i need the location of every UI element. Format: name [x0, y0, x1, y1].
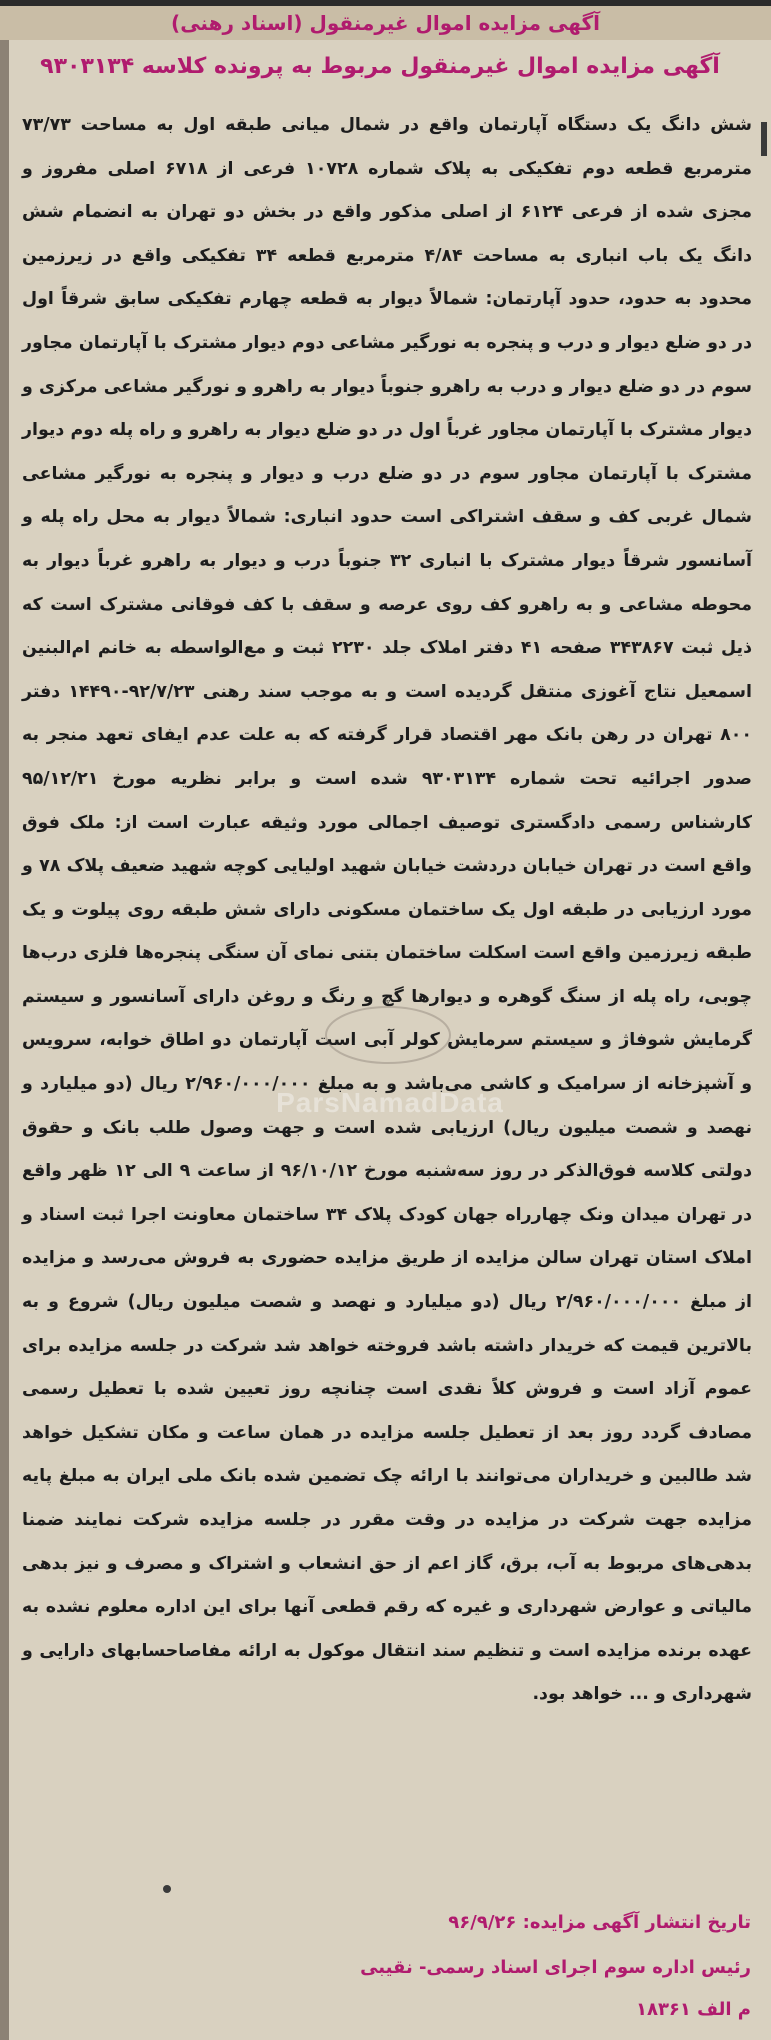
ad-title: آگهی مزایده اموال غیرمنقول مربوط به پرونده کلاسه ۹۳۰۳۱۳۴	[40, 54, 720, 79]
publication-date: تاریخ انتشار آگهی مزایده: ۹۶/۹/۲۶	[448, 1912, 751, 1933]
margin-marker	[761, 122, 767, 156]
ink-mark	[163, 1885, 171, 1893]
watermark: ParsNamadData	[276, 1087, 504, 1118]
reference-code: م الف ۱۸۳۶۱	[635, 1999, 751, 2020]
ad-body-text: شش دانگ یک دستگاه آپارتمان واقع در شمال میانی طبقه اول به مساحت ۷۳/۷۳ مترمربع قطعه دوم تفکیکی به پلاک شماره ۱۰۷۲۸ فرعی از ۶۷۱۸ اصلی مفروز و مجزی شده از فرعی ۶۱۲۴ از اصلی مذکور واقع در بخش دو تهران به انضمام شش دانگ یک باب انباری به مساحت ۴/۸۴ مترمربع قطعه ۳۴ تفکیکی واقع در زیرزمین محدود به حدود، حدود آپارتمان: شمالاً دیوار به قطعه چهارم تفکیکی سابق شرقاً اول در دو ضلع دیوار و درب و پنجره به نورگیر مشاعی دوم دیوار مشترک با آپارتمان مجاور سوم در دو ضلع دیوار و درب به راهرو جنوباً دیوار به راهرو و نورگیر مشاعی مرکزی و دیوار مشترک با آپارتمان مجاور غرباً اول در دو ضلع دیوار به راهرو و راه پله دوم دیوار مشترک با آپارتمان مجاور سوم در دو ضلع درب و دیوار و پنجره به نورگیر مشاعی شمال غربی کف و سقف اشتراکی است حدود انباری: شمالاً دیوار به محل راه پله و آسانسور شرقاً دیوار مشترک با انباری ۳۲ جنوباً درب و دیوار به راهرو غرباً دیوار به محوطه مشاعی و به راهرو کف روی عرصه و سقف با کف فوقانی مشترک است که ذیل ثبت ۳۴۳۸۶۷ صفحه ۴۱ دفتر املاک جلد ۲۲۳۰ ثبت و مع‌الواسطه به خانم ام‌البنین اسمعیل نتاج آغوزی منتقل گردیده است و به موجب سند رهنی ۹۲/۷/۲۳-۱۴۴۹۰ دفتر ۸۰۰ تهران در رهن بانک مهر اقتصاد قرار گرفته که به علت عدم ایفای تعهد منجر به صدور اجرائیه تحت شماره ۹۳۰۳۱۳۴ شده است و برابر نظریه مورخ ۹۵/۱۲/۲۱ کارشناس رسمی دادگستری توصیف اجمالی مورد وثیقه عبارت است از: ملک فوق واقع است در تهران خیابان دردشت خیابان شهید اولیایی کوچه شهید ضعیف پلاک ۷۸ و مورد ارزیابی در طبقه اول یک ساختمان مسکونی دارای شش طبقه روی پیلوت و یک طبقه زیرزمین واقع است اسکلت ساختمان بتنی نمای آن سنگی پنجره‌ها فلزی درب‌ها چوبی، راه پله از سنگ گوهره و دیوارها گچ و رنگ و روغن دارای آسانسور و سیستم گرمایش شوفاژ و سیستم سرمایش کولر آبی است آپارتمان دو اطاق خوابه، سرویس و آشپزخانه از سرامیک و کاشی می‌باشد و به مبلغ ۲/۹۶۰/۰۰۰/۰۰۰ ریال (دو میلیارد و نهصد و شصت میلیون ریال) ارزیابی شده است و جهت وصول طلب بانک و حقوق دولتی کلاسه فوق‌الذکر در روز سه‌شنبه مورخ ۹۶/۱۰/۱۲ از ساعت ۹ الی ۱۲ ظهر واقع در تهران میدان ونک چهارراه جهان کودک پلاک ۳۴ ساختمان معاونت اجرا ثبت اسناد و املاک استان تهران سالن مزایده از طریق مزایده حضوری به فروش می‌رسد و مزایده از مبلغ ۲/۹۶۰/۰۰۰/۰۰۰ ریال (دو میلیارد و نهصد و شصت میلیون ریال) شروع و به بالاترین قیمت که خریدار داشته باشد فروخته خواهد شد شرکت در جلسه مزایده برای عموم آزاد است و فروش کلاً نقدی است چنانچه روز تعیین شده با تعطیل رسمی مصادف گردد روز بعد از تعطیل جلسه مزایده در همان ساعت و مکان تشکیل خواهد شد طالبین و خریداران می‌توانند با ارائه چک تضمین شده بانک ملی ایران به مبلغ پایه مزایده جهت شرکت در مزایده در وقت مقرر در جلسه مزایده شرکت نمایند ضمنا بدهی‌های مربوط به آب، برق، گاز اعم از حق انشعاب و اشتراک و مصرف و نیز بدهی مالیاتی و عوارض شهرداری و غیره که رقم قطعی آنها برای این اداره معلوم نشده به عهده برنده مزایده است و تنظیم سند انتقال موکول به ارائه مفاصاحسابهای دارایی و شهرداری و ... خواهد بود.	[22, 115, 753, 1705]
signatory: رئیس اداره سوم اجرای اسناد رسمی- نقیبی	[360, 1957, 751, 1978]
category-title: آگهی مزایده اموال غیرمنقول (اسناد رهنی)	[171, 11, 600, 35]
left-border	[0, 40, 9, 2040]
